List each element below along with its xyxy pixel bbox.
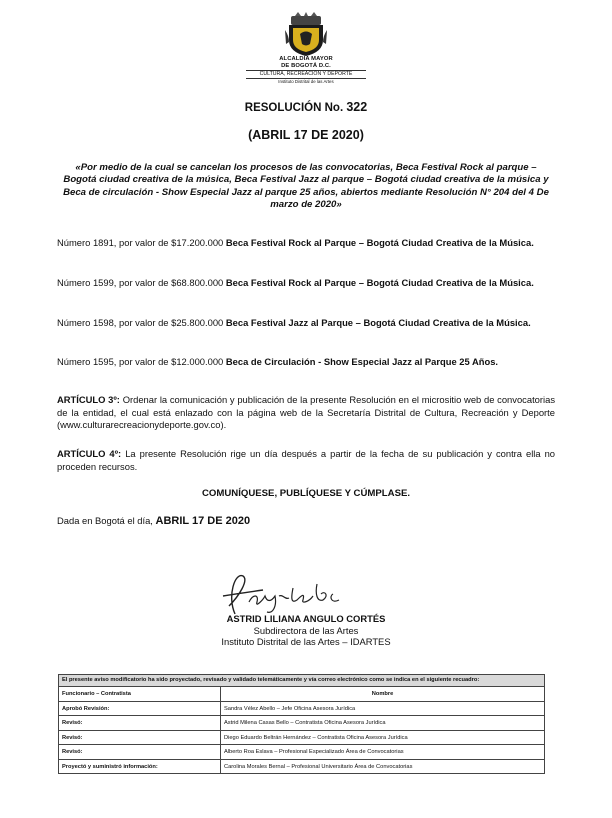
list-item: [57, 277, 555, 290]
article-4-label: ARTÍCULO 4º:: [57, 448, 122, 459]
table-row: [59, 745, 545, 760]
table-row: [59, 716, 545, 731]
entity-line-1: ALCALDÍA MAYOR: [279, 56, 333, 62]
entity-line-4: Instituto Distrital de las Artes: [278, 78, 334, 84]
list-item: [57, 356, 555, 369]
item-prefix: Número 1598, por valor de $25.800.000: [57, 317, 224, 328]
item-bold: Beca Festival Rock al Parque – Bogotá Ciudad Creativa de la Música.: [225, 277, 534, 288]
signer-name: ASTRID LILIANA ANGULO CORTÉS: [226, 613, 386, 624]
table-cell-role: Proyectó y suministró información:: [59, 759, 221, 774]
issue-date-line: [57, 515, 250, 527]
validation-note: El presente aviso modificatorio ha sido proyectado, revisado y validado telemáticamente y vía correo electrónico como se indica en el siguiente recuadro:: [59, 675, 545, 687]
signer-role: Subdirectora de las Artes: [253, 624, 359, 636]
article-3-text: Ordenar la comunicación y publicación de la presente Resolución en el micrositio web de convocatorias de la entidad, el cual está enlazado con la página web de la Secretaría Distrital de Cultura, Recreación y Deporte (www.culturarecreacionydeporte.gov.co).: [57, 394, 556, 431]
issue-date-prefix: Dada en Bogotá el día,: [57, 515, 153, 526]
resolution-label: RESOLUCIÓN No.: [244, 102, 344, 114]
column-header: Funcionario – Contratista: [59, 687, 221, 702]
item-bold: Beca Festival Rock al Parque – Bogotá Ciudad Creativa de la Música.: [225, 237, 534, 248]
article-3-label: ARTÍCULO 3º:: [57, 394, 120, 405]
table-cell-role: Aprobó Revisión:: [59, 701, 221, 716]
table-cell-name: Alberto Roa Eslava – Profesional Especializado Área de Convocatorias: [221, 745, 545, 760]
validation-table: [58, 674, 545, 774]
table-row: [59, 701, 545, 716]
table-row: [59, 759, 545, 774]
signer-block: [0, 613, 612, 648]
item-prefix: Número 1891, por valor de $17.200.000: [57, 237, 224, 248]
table-cell-name: Sandra Vélez Abello – Jefe Oficina Asesora Jurídica: [221, 701, 545, 716]
article-4: [57, 448, 555, 473]
column-header: Nombre: [221, 687, 545, 702]
issue-date: ABRIL 17 DE 2020: [155, 515, 251, 527]
table-cell-role: Revisó:: [59, 716, 221, 731]
item-bold: Beca Festival Jazz al Parque – Bogotá Ciudad Creativa de la Música.: [225, 317, 531, 328]
item-prefix: Número 1595, por valor de $12.000.000: [57, 356, 224, 367]
list-item: [57, 317, 555, 330]
table-cell-role: Revisó:: [59, 730, 221, 745]
table-header-row: [59, 687, 545, 702]
entity-line-3: CULTURA, RECREACIÓN Y DEPORTE: [246, 70, 366, 79]
table-cell-name: Astrid Milena Casas Bello – Contratista Oficina Asesora Jurídica: [221, 716, 545, 731]
article-3: [57, 394, 555, 432]
resolution-date: (ABRIL 17 DE 2020): [248, 128, 364, 142]
resolution-title: [0, 100, 612, 114]
table-cell-name: Carolina Morales Bernal – Profesional Universitario Área de Convocatorias: [221, 759, 545, 774]
signer-institution: Instituto Distrital de las Artes – IDARTES: [221, 636, 391, 647]
resolution-subject: «Por medio de la cual se cancelan los procesos de las convocatorias, Beca Festival Rock al parque – Bogotá ciudad creativa de la música, Beca Festival Jazz al parque – Bogotá ciudad creativa de la música y Beca de circulación - Show Especial Jazz al parque 25 años, abiertos mediante Resolución N° 204 del 4 De marzo de 2020»: [63, 162, 549, 210]
table-cell-name: Diego Eduardo Beltrán Hernández – Contratista Oficina Asesora Jurídica: [221, 730, 545, 745]
institution-logo: [240, 12, 372, 85]
table-row: [59, 730, 545, 745]
closing-formula: COMUNÍQUESE, PUBLÍQUESE Y CÚMPLASE.: [201, 488, 411, 499]
coat-of-arms-icon: [283, 12, 329, 56]
item-prefix: Número 1599, por valor de $68.800.000: [57, 277, 224, 288]
table-cell-role: Revisó:: [59, 745, 221, 760]
resolution-number: 322: [346, 100, 368, 114]
entity-line-2: DE BOGOTÁ D.C.: [281, 63, 331, 69]
article-4-text: La presente Resolución rige un día después a partir de la fecha de su publicación y contra ella no proceden recursos.: [57, 448, 556, 472]
item-bold: Beca de Circulación - Show Especial Jazz al Parque 25 Años.: [225, 356, 499, 367]
list-item: [57, 237, 555, 250]
